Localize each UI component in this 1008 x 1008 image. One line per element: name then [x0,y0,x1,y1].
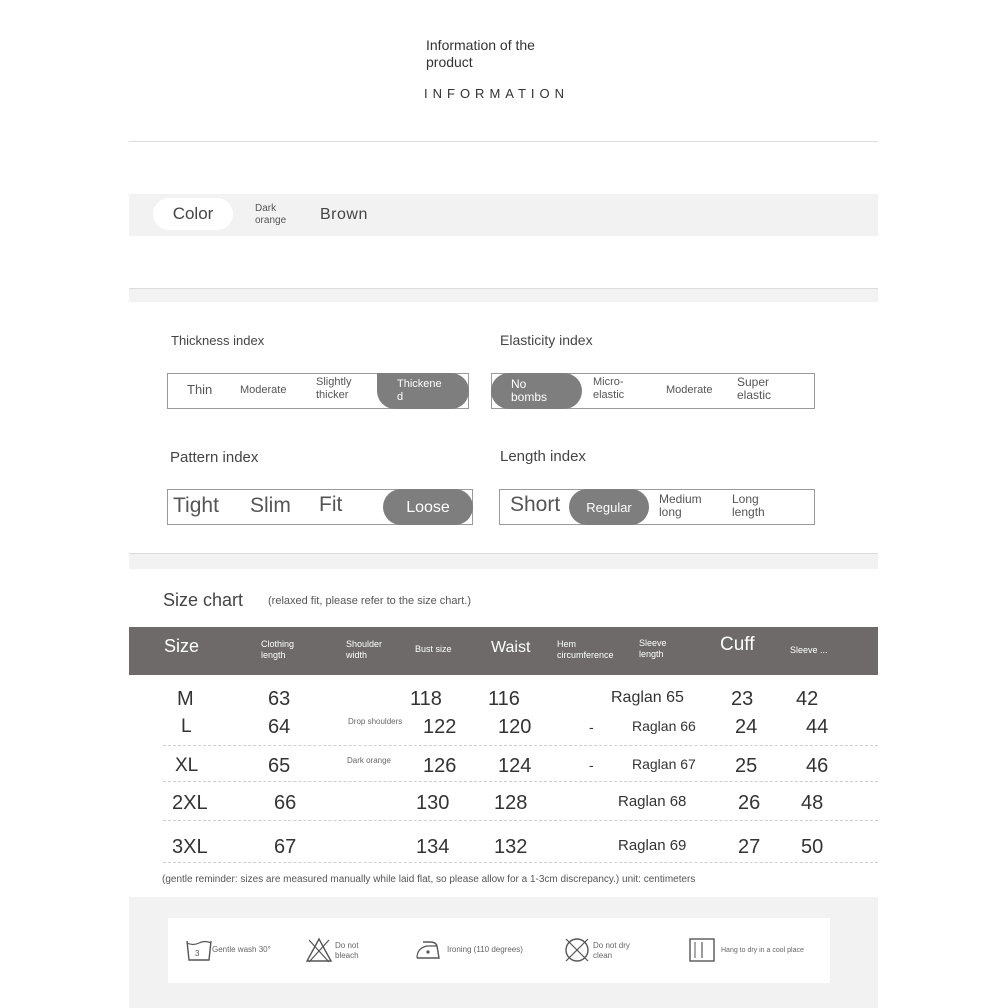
row-separator [163,781,878,782]
header-sleeve-more: Sleeve ... [790,645,828,655]
length-option-regular[interactable] [569,489,649,525]
length-selected-label: Regular [586,499,632,515]
header-bust-size: Bust size [415,644,452,654]
cell-waist-xl: 124 [498,755,532,777]
cell-length-3xl: 67 [274,836,297,858]
no-bleach-icon [305,936,333,964]
cell-sleeve2-l: 44 [806,716,829,738]
row-separator [163,862,878,863]
wash-icon [185,936,213,964]
color-label: Color [153,198,233,230]
header-hem-circumference: Hem circumference [557,639,614,660]
section-divider-2 [129,553,878,569]
cell-bust-2xl: 130 [416,792,450,814]
cell-waist-l: 120 [498,716,532,738]
elasticity-option-no-bombs[interactable] [491,373,582,409]
cell-sleeve2-3xl: 50 [801,836,824,858]
cell-sleeve2-m: 42 [796,688,819,710]
section-divider [129,288,878,302]
elasticity-option-super-elastic[interactable]: Super elastic [737,375,772,402]
cell-length-l: 64 [268,716,291,738]
pattern-selected-label: Loose [406,498,450,516]
pattern-option-slim[interactable]: Slim [250,494,291,517]
thickness-option-moderate[interactable]: Moderate [240,384,287,396]
elasticity-index-label: Elasticity index [500,332,593,348]
thickness-option-slightly-thicker[interactable]: Slightly thicker [316,376,352,401]
size-chart-title: Size chart [163,590,244,610]
cell-length-xl: 65 [268,755,291,777]
cell-bust-3xl: 134 [416,836,450,858]
color-option-brown[interactable]: Brown [320,206,368,223]
cell-waist-3xl: 132 [494,836,528,858]
divider [129,141,878,142]
cell-cuff-3xl: 27 [738,836,761,858]
product-info-subtitle: INFORMATION [424,86,570,101]
care-label-wash: Gentle wash 30° [212,945,271,954]
cell-length-m: 63 [268,688,291,710]
header-size: Size [164,636,200,656]
care-label-no-bleach: Do not bleach [335,941,359,960]
elasticity-option-micro-elastic[interactable]: Micro-elastic [593,376,625,401]
size-reminder: (gentle reminder: sizes are measured manually while laid flat, so please allow for a 1-3cm discrepancy.) unit: centimeters [162,874,696,885]
cell-cuff-xl: 25 [735,755,758,777]
cell-sleeve-m: Raglan 65 [611,689,684,706]
cell-size-m: M [177,688,194,710]
hang-dry-icon [688,936,716,964]
header-waist: Waist [491,639,531,656]
care-label-ironing: Ironing (110 degrees) [447,945,523,954]
no-dry-clean-icon [563,936,591,964]
cell-size-3xl: 3XL [172,836,208,858]
cell-cuff-2xl: 26 [738,792,761,814]
cell-size-2xl: 2XL [172,792,208,814]
length-option-medium-long[interactable]: Medium long [659,492,702,519]
cell-bust-m: 118 [410,688,442,710]
care-label-hang-dry: Hang to dry in a cool place [721,947,804,954]
thickness-option-thickened[interactable] [377,373,469,409]
length-index-label: Length index [500,448,586,465]
cell-sleeve-xl: Raglan 67 [632,756,696,772]
header-shoulder-width: Shoulder width [346,639,383,660]
cell-cuff-l: 24 [735,716,758,738]
pattern-option-fit[interactable]: Fit [319,493,343,516]
cell-cuff-m: 23 [731,688,754,710]
cell-sleeve2-2xl: 48 [801,792,824,814]
cell-length-2xl: 66 [274,792,297,814]
care-label-no-dry-clean: Do not dry clean [593,941,630,960]
cell-waist-2xl: 128 [494,792,528,814]
cell-sleeve2-xl: 46 [806,755,829,777]
pattern-option-tight[interactable]: Tight [173,494,219,517]
thickness-option-thin[interactable]: Thin [187,382,213,397]
row-separator [163,745,878,746]
length-option-long-length[interactable]: Long length [732,492,765,519]
product-info-title: Information of the product [426,37,535,70]
thickness-selected-label: Thickened [397,378,442,403]
cell-sleeve-3xl: Raglan 69 [618,837,687,854]
cell-size-xl: XL [175,755,199,776]
cell-sleeve-2xl: Raglan 68 [618,793,687,810]
cell-shoulder-l: Drop shoulders [348,717,403,726]
color-band [129,194,878,236]
svg-text:3: 3 [195,949,200,958]
size-chart-header [129,627,878,675]
header-sleeve-length: Sleeve length [639,638,667,659]
color-option-dark-orange[interactable]: Dark orange [255,203,287,226]
cell-size-l: L [181,716,192,737]
length-option-short[interactable]: Short [510,493,561,516]
cell-bust-l: 122 [423,716,457,738]
size-chart-note: (relaxed fit, please refer to the size chart.) [268,595,471,607]
elasticity-selected-label: No bombs [511,377,548,404]
cell-shoulder-xl: Dark orange [346,756,392,765]
cell-hem-xl: - [589,757,594,773]
cell-hem-l: - [589,719,594,735]
iron-icon [414,936,442,964]
cell-sleeve-l: Raglan 66 [632,718,696,734]
thickness-index-label: Thickness index [171,333,265,348]
cell-bust-xl: 126 [423,755,457,777]
pattern-index-label: Pattern index [170,449,259,466]
pattern-option-loose[interactable] [383,489,473,525]
header-cuff: Cuff [720,634,755,655]
header-clothing-length: Clothing length [261,639,295,660]
row-separator [163,820,878,821]
elasticity-option-moderate[interactable]: Moderate [666,384,713,396]
cell-waist-m: 116 [488,688,520,710]
